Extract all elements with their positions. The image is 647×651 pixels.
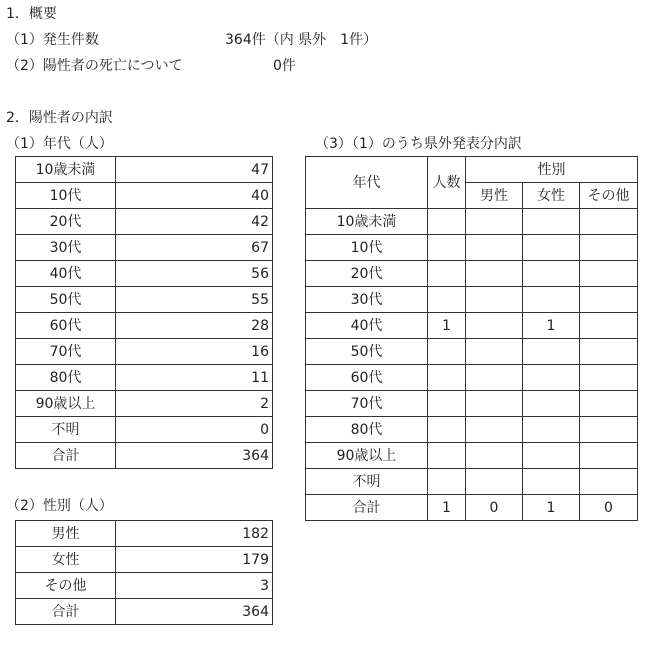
table-row <box>306 365 638 391</box>
table-row <box>306 495 638 521</box>
age-value: 42 <box>116 209 273 235</box>
age-value: 55 <box>116 287 273 313</box>
table-row <box>16 547 273 573</box>
table-row <box>16 443 273 469</box>
overview-heading: 1．概要 <box>6 6 57 22</box>
table-row <box>306 391 638 417</box>
age-label: 10歳未満 <box>16 157 116 183</box>
table-row <box>306 443 638 469</box>
outside-other <box>580 469 638 495</box>
outside-age-label: 20代 <box>306 261 428 287</box>
outside-female <box>523 209 580 235</box>
table-row <box>16 417 273 443</box>
outside-female <box>523 391 580 417</box>
outside-female <box>523 469 580 495</box>
table-row <box>306 261 638 287</box>
outside-female: 1 <box>523 313 580 339</box>
gender-label: 合計 <box>16 599 116 625</box>
outside-male <box>466 417 523 443</box>
gender-value: 179 <box>116 547 273 573</box>
outside-other <box>580 287 638 313</box>
outside-count <box>428 469 466 495</box>
outside-male <box>466 443 523 469</box>
outside-count <box>428 209 466 235</box>
outside-other <box>580 313 638 339</box>
outside-male <box>466 339 523 365</box>
outside-male <box>466 313 523 339</box>
outside-other: 0 <box>580 495 638 521</box>
table-row <box>16 287 273 313</box>
outside-header-female: 女性 <box>523 183 580 209</box>
age-value: 2 <box>116 391 273 417</box>
age-value: 28 <box>116 313 273 339</box>
case-count-value: 364件（内 県外 1件） <box>225 32 378 48</box>
outside-age-label: 不明 <box>306 469 428 495</box>
outside-count <box>428 417 466 443</box>
table-row <box>16 573 273 599</box>
outside-other <box>580 209 638 235</box>
outside-age-label: 30代 <box>306 287 428 313</box>
outside-male <box>466 391 523 417</box>
age-label: 不明 <box>16 417 116 443</box>
age-label: 60代 <box>16 313 116 339</box>
age-value: 0 <box>116 417 273 443</box>
outside-female <box>523 235 580 261</box>
age-label: 30代 <box>16 235 116 261</box>
outside-table <box>305 156 638 521</box>
outside-other <box>580 365 638 391</box>
outside-age-label: 80代 <box>306 417 428 443</box>
outside-male <box>466 209 523 235</box>
outside-count <box>428 235 466 261</box>
outside-other <box>580 235 638 261</box>
outside-male <box>466 365 523 391</box>
age-value: 11 <box>116 365 273 391</box>
outside-female <box>523 339 580 365</box>
outside-male: 0 <box>466 495 523 521</box>
outside-age-label: 40代 <box>306 313 428 339</box>
outside-age-label: 50代 <box>306 339 428 365</box>
age-label: 10代 <box>16 183 116 209</box>
gender-label: 男性 <box>16 521 116 547</box>
outside-other <box>580 417 638 443</box>
table-row <box>16 209 273 235</box>
gender-table-title: （2）性別（人） <box>6 498 113 514</box>
gender-value: 182 <box>116 521 273 547</box>
table-row <box>306 417 638 443</box>
table-row <box>306 469 638 495</box>
outside-header-gender: 性別 <box>466 157 638 183</box>
age-value: 67 <box>116 235 273 261</box>
outside-count <box>428 443 466 469</box>
age-table-title: （1）年代（人） <box>6 136 113 152</box>
table-row <box>306 339 638 365</box>
outside-other <box>580 261 638 287</box>
outside-header-age: 年代 <box>306 157 428 209</box>
table-row <box>16 235 273 261</box>
outside-female <box>523 287 580 313</box>
age-value: 364 <box>116 443 273 469</box>
outside-table-title: （3）（1）のうち県外発表分内訳 <box>315 136 522 152</box>
table-row <box>306 313 638 339</box>
age-label: 50代 <box>16 287 116 313</box>
table-row <box>16 183 273 209</box>
age-label: 70代 <box>16 339 116 365</box>
outside-count <box>428 261 466 287</box>
outside-female: 1 <box>523 495 580 521</box>
table-row <box>16 157 273 183</box>
outside-age-label: 60代 <box>306 365 428 391</box>
age-value: 16 <box>116 339 273 365</box>
outside-count <box>428 365 466 391</box>
age-label: 80代 <box>16 365 116 391</box>
outside-male <box>466 261 523 287</box>
table-row <box>16 339 273 365</box>
outside-count: 1 <box>428 495 466 521</box>
gender-label: 女性 <box>16 547 116 573</box>
outside-count: 1 <box>428 313 466 339</box>
age-label: 90歳以上 <box>16 391 116 417</box>
table-row <box>306 235 638 261</box>
outside-female <box>523 365 580 391</box>
outside-count <box>428 391 466 417</box>
gender-value: 364 <box>116 599 273 625</box>
age-label: 20代 <box>16 209 116 235</box>
outside-male <box>466 235 523 261</box>
table-row <box>16 599 273 625</box>
outside-count <box>428 287 466 313</box>
gender-label: その他 <box>16 573 116 599</box>
death-label: （2）陽性者の死亡について <box>6 58 183 74</box>
case-count-label: （1）発生件数 <box>6 32 99 48</box>
outside-female <box>523 261 580 287</box>
outside-age-label: 10代 <box>306 235 428 261</box>
outside-female <box>523 417 580 443</box>
outside-other <box>580 339 638 365</box>
table-row <box>16 365 273 391</box>
gender-table <box>15 520 273 625</box>
outside-female <box>523 443 580 469</box>
outside-age-label: 合計 <box>306 495 428 521</box>
table-row <box>16 261 273 287</box>
outside-age-label: 70代 <box>306 391 428 417</box>
gender-value: 3 <box>116 573 273 599</box>
age-value: 56 <box>116 261 273 287</box>
outside-header-other: その他 <box>580 183 638 209</box>
outside-header-male: 男性 <box>466 183 523 209</box>
table-row <box>306 287 638 313</box>
age-value: 40 <box>116 183 273 209</box>
table-row <box>16 521 273 547</box>
death-value: 0件 <box>273 58 296 74</box>
age-value: 47 <box>116 157 273 183</box>
table-row <box>306 209 638 235</box>
outside-other <box>580 391 638 417</box>
table-row <box>16 313 273 339</box>
table-row <box>16 391 273 417</box>
outside-other <box>580 443 638 469</box>
age-label: 40代 <box>16 261 116 287</box>
outside-header-count: 人数 <box>428 157 466 209</box>
outside-male <box>466 287 523 313</box>
breakdown-heading: 2．陽性者の内訳 <box>6 110 113 126</box>
age-label: 合計 <box>16 443 116 469</box>
outside-age-label: 10歳未満 <box>306 209 428 235</box>
outside-count <box>428 339 466 365</box>
outside-male <box>466 469 523 495</box>
age-table <box>15 156 273 469</box>
outside-age-label: 90歳以上 <box>306 443 428 469</box>
